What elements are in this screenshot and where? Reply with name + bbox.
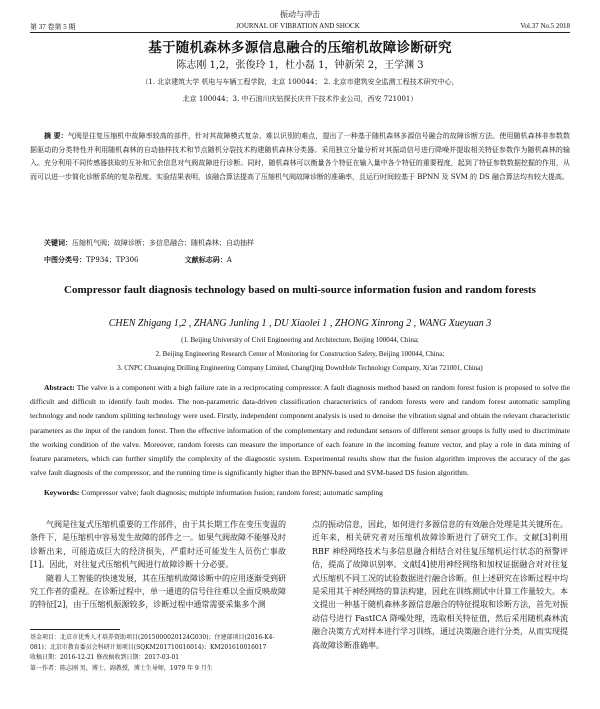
cn-keywords-label: 关键词： [44, 238, 72, 247]
en-keywords-text: Compressor valve; fault diagnosis; multiple information fusion; random forest; automatic sampling [81, 488, 383, 497]
body-paragraph: 气阀是往复式压缩机重要的工作部件，由于其长期工作在变压变温的条件下，是压缩机中容易发生故障的部件之一。如果气阀故障不能够及时诊断出来，可能造成巨大的经济损失，严重时还可能发生人员伤亡事故[1]。因此，对往复式压缩机气阀进行故障诊断十分必要。 [30, 520, 286, 570]
cn-abstract-text: 气阀是往复压缩机中故障率较高的部件，针对其故障模式复杂、难以识别的难点，提出了一种基于随机森林多源信号融合的故障诊断方法。使用随机森林非参数数据驱动的分类特性并利用随机森林的自动抽样技术和节点随机分裂技术构建随机森林分类器。采用独立分量分析对其振动信号进行降噪并提取相关特征参数作为随机森林的输入。充分利用不同传感器获取的互补和冗余信息对气阀故障进行诊断。同时，随机森林可以衡量各个特征在输入量中各个特征的重要程度，起到了特征参数数据挖掘的作用，从而可以进一步简化诊断系统的复杂程度。实验结果表明，该融合算法提高了压缩机气阀故障诊断的准确率，且运行时间较基于 BPNN 及 SVM 的 DS 融合算法均有较大提高。 [30, 132, 571, 181]
cn-affiliation-line-1: （1. 北京建筑大学 机电与车辆工程学院，北京 100044； 2. 北京市建筑安全监测工程技术研究中心， [141, 78, 459, 86]
footnote-rule [30, 629, 120, 630]
cn-title: 基于随机森林多源信息融合的压缩机故障诊断研究 [148, 40, 452, 56]
cn-class-value: TP934；TP306 [86, 256, 139, 264]
header-rule [30, 32, 570, 33]
cn-class-label: 中图分类号： [44, 255, 86, 264]
cn-keywords-text: 压缩机气阀；故障诊断；多信息融合；随机森林；自动抽样 [72, 239, 254, 247]
body-column-left [30, 518, 286, 612]
en-affiliation-line-2: 2. Beijing Engineering Research Center of Monitoring for Construction Safety, Beijing 100044, China; [155, 350, 445, 358]
en-affiliation-line-3: 3. CNPC Chuanqing Drilling Engineering Company Limited, ChangQing DownHole Technology Company, Xi'an 721001, China) [117, 364, 483, 372]
en-title: Compressor fault diagnosis technology based on multi-source information fusion and random forests [64, 284, 536, 296]
cn-affiliation-line-2: 北京 100044；3. 中石油川庆钻探长庆井下技术作业公司，西安 721001） [182, 95, 418, 103]
cn-doc-value: A [226, 256, 232, 264]
footnotes [30, 633, 286, 674]
running-header [30, 22, 570, 32]
en-abstract [30, 381, 570, 480]
footnote-author: 第一作者：陈志刚 男，博士，副教授，博士生导师，1979 年 9 月生 [30, 664, 213, 672]
footnote-funding: 基金项目：北京市优秀人才培养资助项目(2015000020124G030)；住建部项目(2016-K4-081)；北京市教育委员会科研计划项目(SQKM201710016014)；KM201610016017 [30, 634, 275, 652]
journal-name-en: JOURNAL OF VIBRATION AND SHOCK [236, 22, 360, 30]
en-authors: CHEN Zhigang 1,2 , ZHANG Junling 1 , DU Xiaolei 1 , ZHONG Xinrong 2 , WANG Xueyuan 3 [108, 318, 492, 329]
en-affiliation-line-1: (1. Beijing University of Civil Engineering and Architecture, Beijing 100044, China; [181, 336, 419, 344]
body-paragraph: 点的振动信息，因此，如何进行多源信息的有效融合处理是其关键所在。近年来，相关研究者对压缩机故障诊断进行了研究工作。文献[3]利用 RBF 神经网络技术与多信息融合相结合对往复压缩机运行状态的预警评估，提高了故障识别率。文献[4]使用神经网络和加权证据融合对对往复式压缩机不同工况的试验数据进行融合诊断。但上述研究在诊断过程中均是采用其于神经网络的算法构建，因此在训练测试中计算工作量较大。本文提出一种基于随机森林多源信息融合的特征提取和诊断方法，首先对振动信号进行 FastICA 降噪处理，选取相关特征值，然后采用随机森林流融合决策方式对样本进行学习训练，通过决策融合进行分类，从而实现提高故障诊断准确率。 [312, 520, 568, 650]
cn-doc-label: 文献标志码： [184, 255, 227, 264]
cn-classification [44, 255, 570, 265]
body-column-right [312, 518, 568, 652]
cn-keywords [44, 238, 570, 248]
cn-abstract-label: 摘 要： [44, 131, 68, 140]
en-abstract-text: The valve is a component with a high failure rate in a reciprocating compressor. A fault diagnosis method based on random forest fusion is proposed to solve the difficult and difficult to identify fault modes. The non-parametric data-driven classification characteristics of random forests were and random forest automatic sampling technology and node random splitting technology were used. Firstly, independent component analysis is used to denoise the vibration signal and obtain the relevant characteristic parameters as the input of the random forest. Then the effective information of the complementary and redundant sensors of different sensor groups is fully used to discriminate the working condition of the valve. Moreover, random forests can measure the importance of each feature in the incoming feature vector, and play a role in data mining of feature parameters, which can further simplify the complexity of the diagnostic system. Experimental results show that the fusion algorithm improves the accuracy of the gas valve fault diagnosis of the compressor, and the running time is significantly higher than the BPNN-based and SVM-based DS fusion algorithm. [30, 383, 570, 478]
journal-name-cn: 振动与冲击 [280, 10, 320, 19]
volume-issue-en: Vol.37 No.5 2018 [520, 22, 570, 30]
body-paragraph: 随着人工智能的快速发展，其在压缩机故障诊断中的应用逐渐受到研究工作者的重视。在诊断过程中，单一通道的信号往往难以全面反映故障的特征[2]，由于压缩机振源较多，诊断过程中通常需要采集多个测 [30, 573, 286, 610]
en-keywords-label: Keywords: [44, 488, 80, 497]
footnote-dates: 收稿日期：2016-12-21 修改稿收到日期：2017-03-01 [30, 654, 180, 662]
volume-issue-cn: 第 37 卷第 5 期 [30, 23, 76, 31]
cn-authors: 陈志刚 1,2，张俊玲 1，杜小磊 1，钟新荣 2，王学渊 3 [176, 60, 424, 71]
cn-abstract [30, 129, 570, 184]
en-abstract-label: Abstract: [44, 383, 75, 392]
en-keywords [44, 488, 570, 497]
